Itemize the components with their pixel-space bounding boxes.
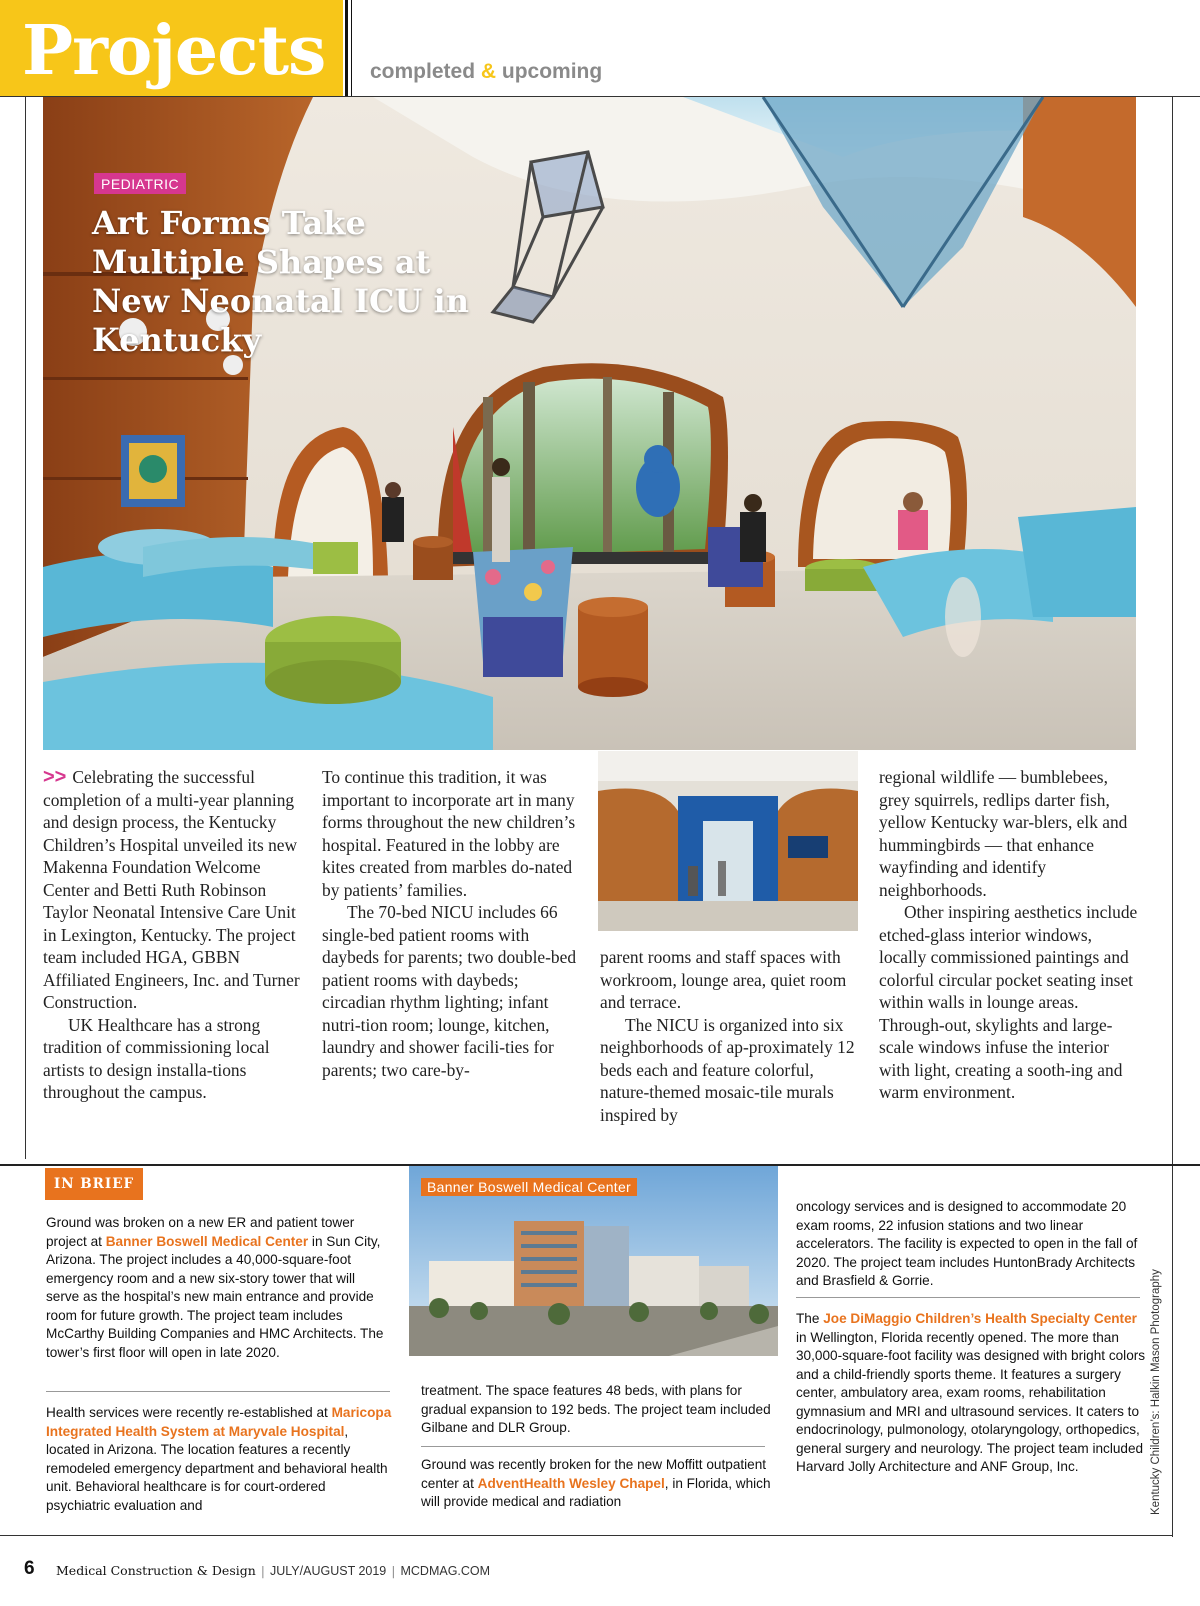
brief-text: oncology services and is designed to accommodate 20 exam rooms, 22 infusion stations and two linear accelerators. The facility is expected to open in the fall of 2020. The project team includes HuntonBrady Architects and Brasfield & Gorrie. [796,1199,1138,1288]
brief-text: treatment. The space features 48 beds, with plans for gradual expansion to 192 beds. The project team included Gilbane and DLR Group. [421,1383,771,1435]
hero-photo [43,97,1136,750]
subtitle-ampersand: & [480,60,497,83]
brief-item [796,1310,1146,1477]
welcome-center-photo [598,751,858,931]
lead-chevron: >> [43,766,67,788]
brief-text: , in Florida, which will provide medical and radiation [421,1475,771,1509]
footer-line: Medical Construction & Design | JULY/AUGUST 2019 | MCDMAG.COM [56,1563,491,1578]
article-paragraph: UK Healthcare has a strong tradition of commissioning local artists to design installa-tions throughout the campus. [43,1014,270,1102]
brief-text: Ground was recently broken for the new Moffitt outpatient center at [421,1457,767,1491]
category-tag: PEDIATRIC [94,173,186,194]
header-divider-thin [351,0,352,97]
brief-link-banner-boswell[interactable]: Banner Boswell Medical Center [105,1233,309,1249]
nicu-lobby-photo [43,97,1136,750]
brief-divider [46,1391,390,1392]
article-paragraph: The NICU is organized into six neighborhoods of ap-proximately 12 beds each and feature colorful, nature-themed mosaic-tile murals inspired by [600,1014,855,1125]
inset-photo [598,751,858,931]
article-headline: Art Forms Take Multiple Shapes at New Neonatal ICU in Kentucky [92,204,469,359]
brief-text: in Wellington, Florida recently opened. The more than 30,000-square-foot facility was designed with bright colors and a child-friendly sports theme. It features a surgery center, ambulatory area, exam rooms, rehabilitation gymnasium and MRI and ultrasound services. It caters to endocrinology, pulmonology, otolaryngology, orthopedics, general surgery and neurology. The project team included Harvard Jolly Architecture and ANF Group, Inc. [796,1329,1146,1474]
article-paragraph: To continue this tradition, it was important to incorporate art in many forms throughout the new children’s hospital. Featured in the lobby are kites created from marbles do-nated by patients’ families. [322,767,576,900]
subtitle-upcoming: upcoming [501,60,603,83]
issue-date: JULY/AUGUST 2019 [270,1564,387,1578]
brief-item [46,1214,392,1362]
article-paragraph: Other inspiring aesthetics include etched-glass interior windows, locally commissioned paintings and colorful circular pocket seating inset within walls in lounge areas. Through-out, skylights and large-scale windows infuse the interior with light, creating a sooth-ing and warm environment. [879,902,1138,1102]
subtitle-completed: completed [370,60,476,83]
brief-link-joe-dimaggio[interactable]: Joe DiMaggio Children’s Health Specialty Center [823,1311,1137,1326]
article-paragraph: The 70-bed NICU includes 66 single-bed patient rooms with daybeds for parents; two double-bed patient rooms with daybeds; circadian rhythm lighting; infant nutri-tion room; lounge, kitchen, laundry and shower facili-ties for parents; two care-by- [322,902,577,1080]
article-paragraph: Celebrating the successful completion of a multi-year planning and design process, the Kentucky Children’s Hospital unveiled its new Makenna Foundation Welcome Center and Betti Ruth Robinson Taylor Neonatal Intensive Care Unit in Lexington, Kentucky. The project team included HGA, GBBN Affiliated Engineers, Inc. and Turner Construction. [43,767,300,1012]
publication-name: Medical Construction & Design [56,1563,256,1578]
brief-item-continued [421,1382,771,1438]
brief-item [46,1404,392,1515]
page-number: 6 [24,1558,35,1579]
article-paragraph: regional wildlife — bumblebees, grey squirrels, redlips darter fish, yellow Kentucky war-blers, elk and hummingbirds — that enhance wayfinding and identify neighborhoods. [879,767,1128,900]
section-subtitle [370,60,602,84]
website-link[interactable]: MCDMAG.COM [400,1564,491,1578]
article-column-3 [600,946,862,1126]
brief-divider [421,1446,765,1447]
header-divider [345,0,348,97]
footer-rule [0,1535,1172,1536]
photo-caption-tag: Banner Boswell Medical Center [421,1178,637,1196]
article-column-1 [43,766,305,1104]
photo-credit: Kentucky Children’s: Halkin Mason Photography [1150,1269,1162,1515]
page-rule-right [1172,97,1173,1537]
in-brief-label: IN BRIEF [45,1168,143,1200]
brief-text: in Sun City, Arizona. The project includes a 40,000-square-foot emergency room and a new six-story tower that will serve as the hospital’s new main entrance and provide room for future growth. The project team includes McCarthy Building Companies and HMC Architects. The tower’s first floor will open in late 2020. [46,1233,384,1360]
brief-item [421,1456,771,1512]
brief-text: , located in Arizona. The location features a recently remodeled emergency department and behavioral health unit. Behavioral healthcare is for court-ordered psychiatric evaluation and [46,1423,388,1513]
page-rule-left [25,97,26,1159]
brief-divider [796,1297,1140,1298]
article-paragraph: parent rooms and staff spaces with workroom, lounge area, quiet room and terrace. [600,947,847,1012]
brief-link-maricopa[interactable]: Maricopa Integrated Health System at Maryvale Hospital [46,1405,392,1439]
brief-text: Ground was broken on a new ER and patient tower project at [46,1215,355,1249]
article-column-4 [879,766,1141,1104]
brief-text: Health services were recently re-established at [46,1405,332,1420]
brief-text: The [796,1311,824,1326]
brief-link-adventhealth[interactable]: AdventHealth Wesley Chapel [477,1475,665,1491]
brief-item-continued [796,1198,1146,1291]
article-column-2 [322,766,584,1081]
section-title: Projects [22,11,326,91]
